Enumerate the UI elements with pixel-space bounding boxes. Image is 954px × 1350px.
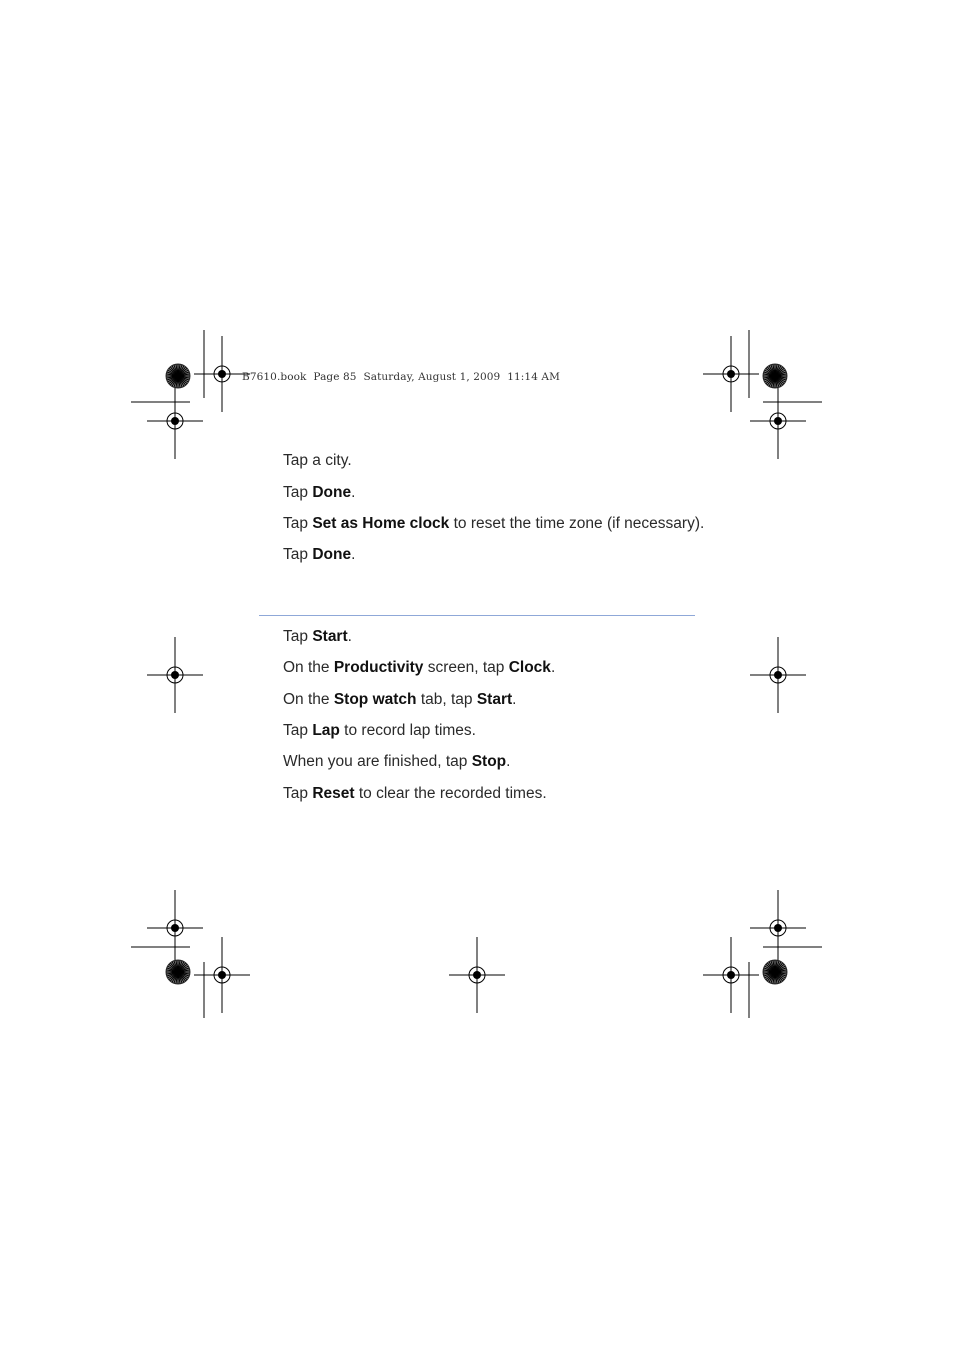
ui-term: Set as Home clock	[312, 515, 450, 532]
step-text: screen, tap	[423, 659, 509, 676]
ui-term: Start	[476, 691, 513, 708]
step-text: Tap	[283, 628, 313, 645]
registration-dot-icon	[473, 971, 481, 979]
step-text: Tap a city.	[283, 452, 352, 469]
print-header: B7610.book Page 85 Saturday, August 1, 2009 11:14 AM	[242, 371, 560, 383]
registration-dot-icon	[727, 971, 735, 979]
instruction-step	[283, 452, 352, 470]
registration-dot-icon	[171, 417, 179, 425]
instruction-step	[283, 546, 355, 564]
instruction-step	[283, 659, 555, 677]
step-text: .	[347, 628, 352, 645]
ui-term: Lap	[312, 722, 340, 739]
step-text: .	[351, 484, 356, 501]
registration-dot-icon	[774, 924, 782, 932]
step-text: .	[512, 691, 517, 708]
step-text: On the	[283, 659, 334, 676]
registration-dot-icon	[171, 671, 179, 679]
ui-term: Done	[312, 484, 352, 501]
instruction-step	[283, 691, 516, 709]
ui-term: Start	[312, 628, 348, 645]
registration-dot-icon	[774, 671, 782, 679]
registration-dot-icon	[727, 370, 735, 378]
step-text: to reset the time zone (if necessary).	[449, 515, 705, 532]
instruction-step	[283, 484, 355, 502]
ui-term: Done	[312, 546, 352, 563]
ui-term: Clock	[508, 659, 551, 676]
step-text: Tap	[283, 484, 313, 501]
registration-dot-icon	[774, 417, 782, 425]
instruction-step	[283, 722, 476, 740]
instruction-step	[283, 753, 510, 771]
step-text: .	[550, 659, 556, 676]
step-text: Tap	[283, 515, 313, 532]
section-divider	[259, 615, 695, 616]
instruction-step	[283, 785, 547, 803]
step-text: When you are finished, tap	[283, 753, 472, 770]
registration-dot-icon	[218, 971, 226, 979]
step-text: tab, tap	[416, 691, 477, 708]
step-text: Tap	[283, 722, 313, 739]
instruction-step	[283, 515, 704, 533]
step-text: Tap	[283, 785, 313, 802]
step-text: On the	[283, 691, 334, 708]
ui-term: Stop	[471, 753, 507, 770]
registration-dot-icon	[171, 924, 179, 932]
step-text: .	[506, 753, 511, 770]
step-text: to record lap times.	[339, 722, 476, 739]
registration-dot-icon	[218, 370, 226, 378]
step-text: to clear the recorded times.	[354, 785, 547, 802]
ui-term: Stop watch	[333, 691, 417, 708]
ui-term: Reset	[312, 785, 355, 802]
instruction-step	[283, 628, 352, 646]
step-text: Tap	[283, 546, 313, 563]
step-text: .	[351, 546, 356, 563]
ui-term: Productivity	[333, 659, 424, 676]
